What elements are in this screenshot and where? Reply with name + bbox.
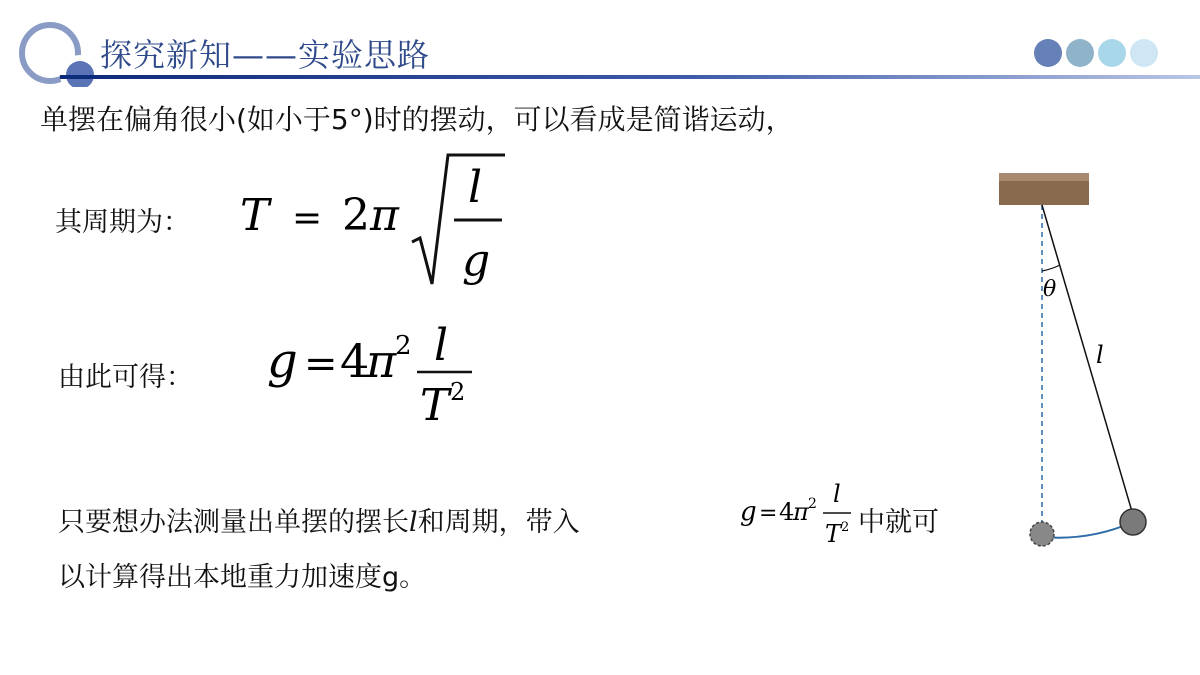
pendulum-bob-displaced bbox=[1120, 509, 1146, 535]
g-formula-numerator-l: l bbox=[434, 322, 449, 371]
intro-text: 单摆在偏角很小(如小于5°)时的摆动，可以看成是简谐运动， bbox=[40, 103, 794, 136]
g-formula-denominator-T: T bbox=[420, 380, 450, 431]
inline-T-exponent: 2 bbox=[841, 520, 850, 535]
g-formula bbox=[262, 322, 482, 432]
pendulum-string bbox=[1042, 205, 1133, 515]
period-label: 其周期为： bbox=[55, 207, 190, 238]
g-formula-T-exponent: 2 bbox=[450, 378, 466, 406]
header-dot-1 bbox=[1034, 39, 1062, 67]
theta-label: θ bbox=[1043, 277, 1057, 302]
paragraph-text-a: 只要想办法测量出单摆的摆长 bbox=[58, 507, 409, 538]
length-l-label: l bbox=[1096, 341, 1104, 369]
g-formula-g: g bbox=[267, 333, 298, 389]
header-dot-2 bbox=[1066, 39, 1094, 67]
theta-angle-arc bbox=[1042, 265, 1060, 271]
slide-title: 探究新知——实验思路 bbox=[100, 36, 431, 74]
inline-g-formula bbox=[737, 478, 857, 550]
pendulum-diagram bbox=[990, 165, 1170, 565]
paragraph-line-2: 以计算得出本地重力加速度g。 bbox=[58, 562, 427, 593]
inline-numerator-l: l bbox=[833, 480, 841, 508]
paragraph-l-symbol: l bbox=[409, 507, 418, 538]
pendulum-swing-arc bbox=[1042, 522, 1133, 538]
inline-pi-exponent: 2 bbox=[808, 496, 817, 512]
g-formula-four: 4 bbox=[340, 334, 370, 388]
header-dots bbox=[1034, 39, 1160, 67]
period-numerator-l: l bbox=[468, 162, 483, 213]
paragraph-text-b: 和周期，带入 bbox=[417, 507, 580, 538]
inline-four: 4 bbox=[779, 498, 795, 526]
g-formula-pi-exponent: 2 bbox=[395, 331, 412, 361]
pendulum-bob-rest bbox=[1030, 522, 1054, 546]
inline-equals: = bbox=[759, 501, 778, 526]
period-formula bbox=[230, 150, 520, 295]
derive-label: 由此可得： bbox=[58, 362, 193, 393]
inline-g: g bbox=[740, 497, 757, 527]
g-formula-pi: π bbox=[366, 334, 397, 388]
period-denominator-g: g bbox=[462, 235, 491, 286]
header-underline bbox=[60, 75, 1200, 79]
paragraph-line-1 bbox=[58, 500, 580, 539]
period-pi: π bbox=[370, 190, 399, 241]
period-two: 2 bbox=[342, 190, 370, 241]
inline-denominator-T: T bbox=[825, 520, 842, 548]
header-dot-4 bbox=[1130, 39, 1158, 67]
period-T: T bbox=[240, 190, 270, 241]
period-equals: = bbox=[292, 198, 323, 239]
paragraph-text-c: 中就可 bbox=[858, 507, 939, 538]
slide-header bbox=[0, 0, 1200, 90]
header-dot-3 bbox=[1098, 39, 1126, 67]
inline-pi: π bbox=[793, 498, 809, 526]
g-formula-equals: = bbox=[304, 341, 338, 387]
